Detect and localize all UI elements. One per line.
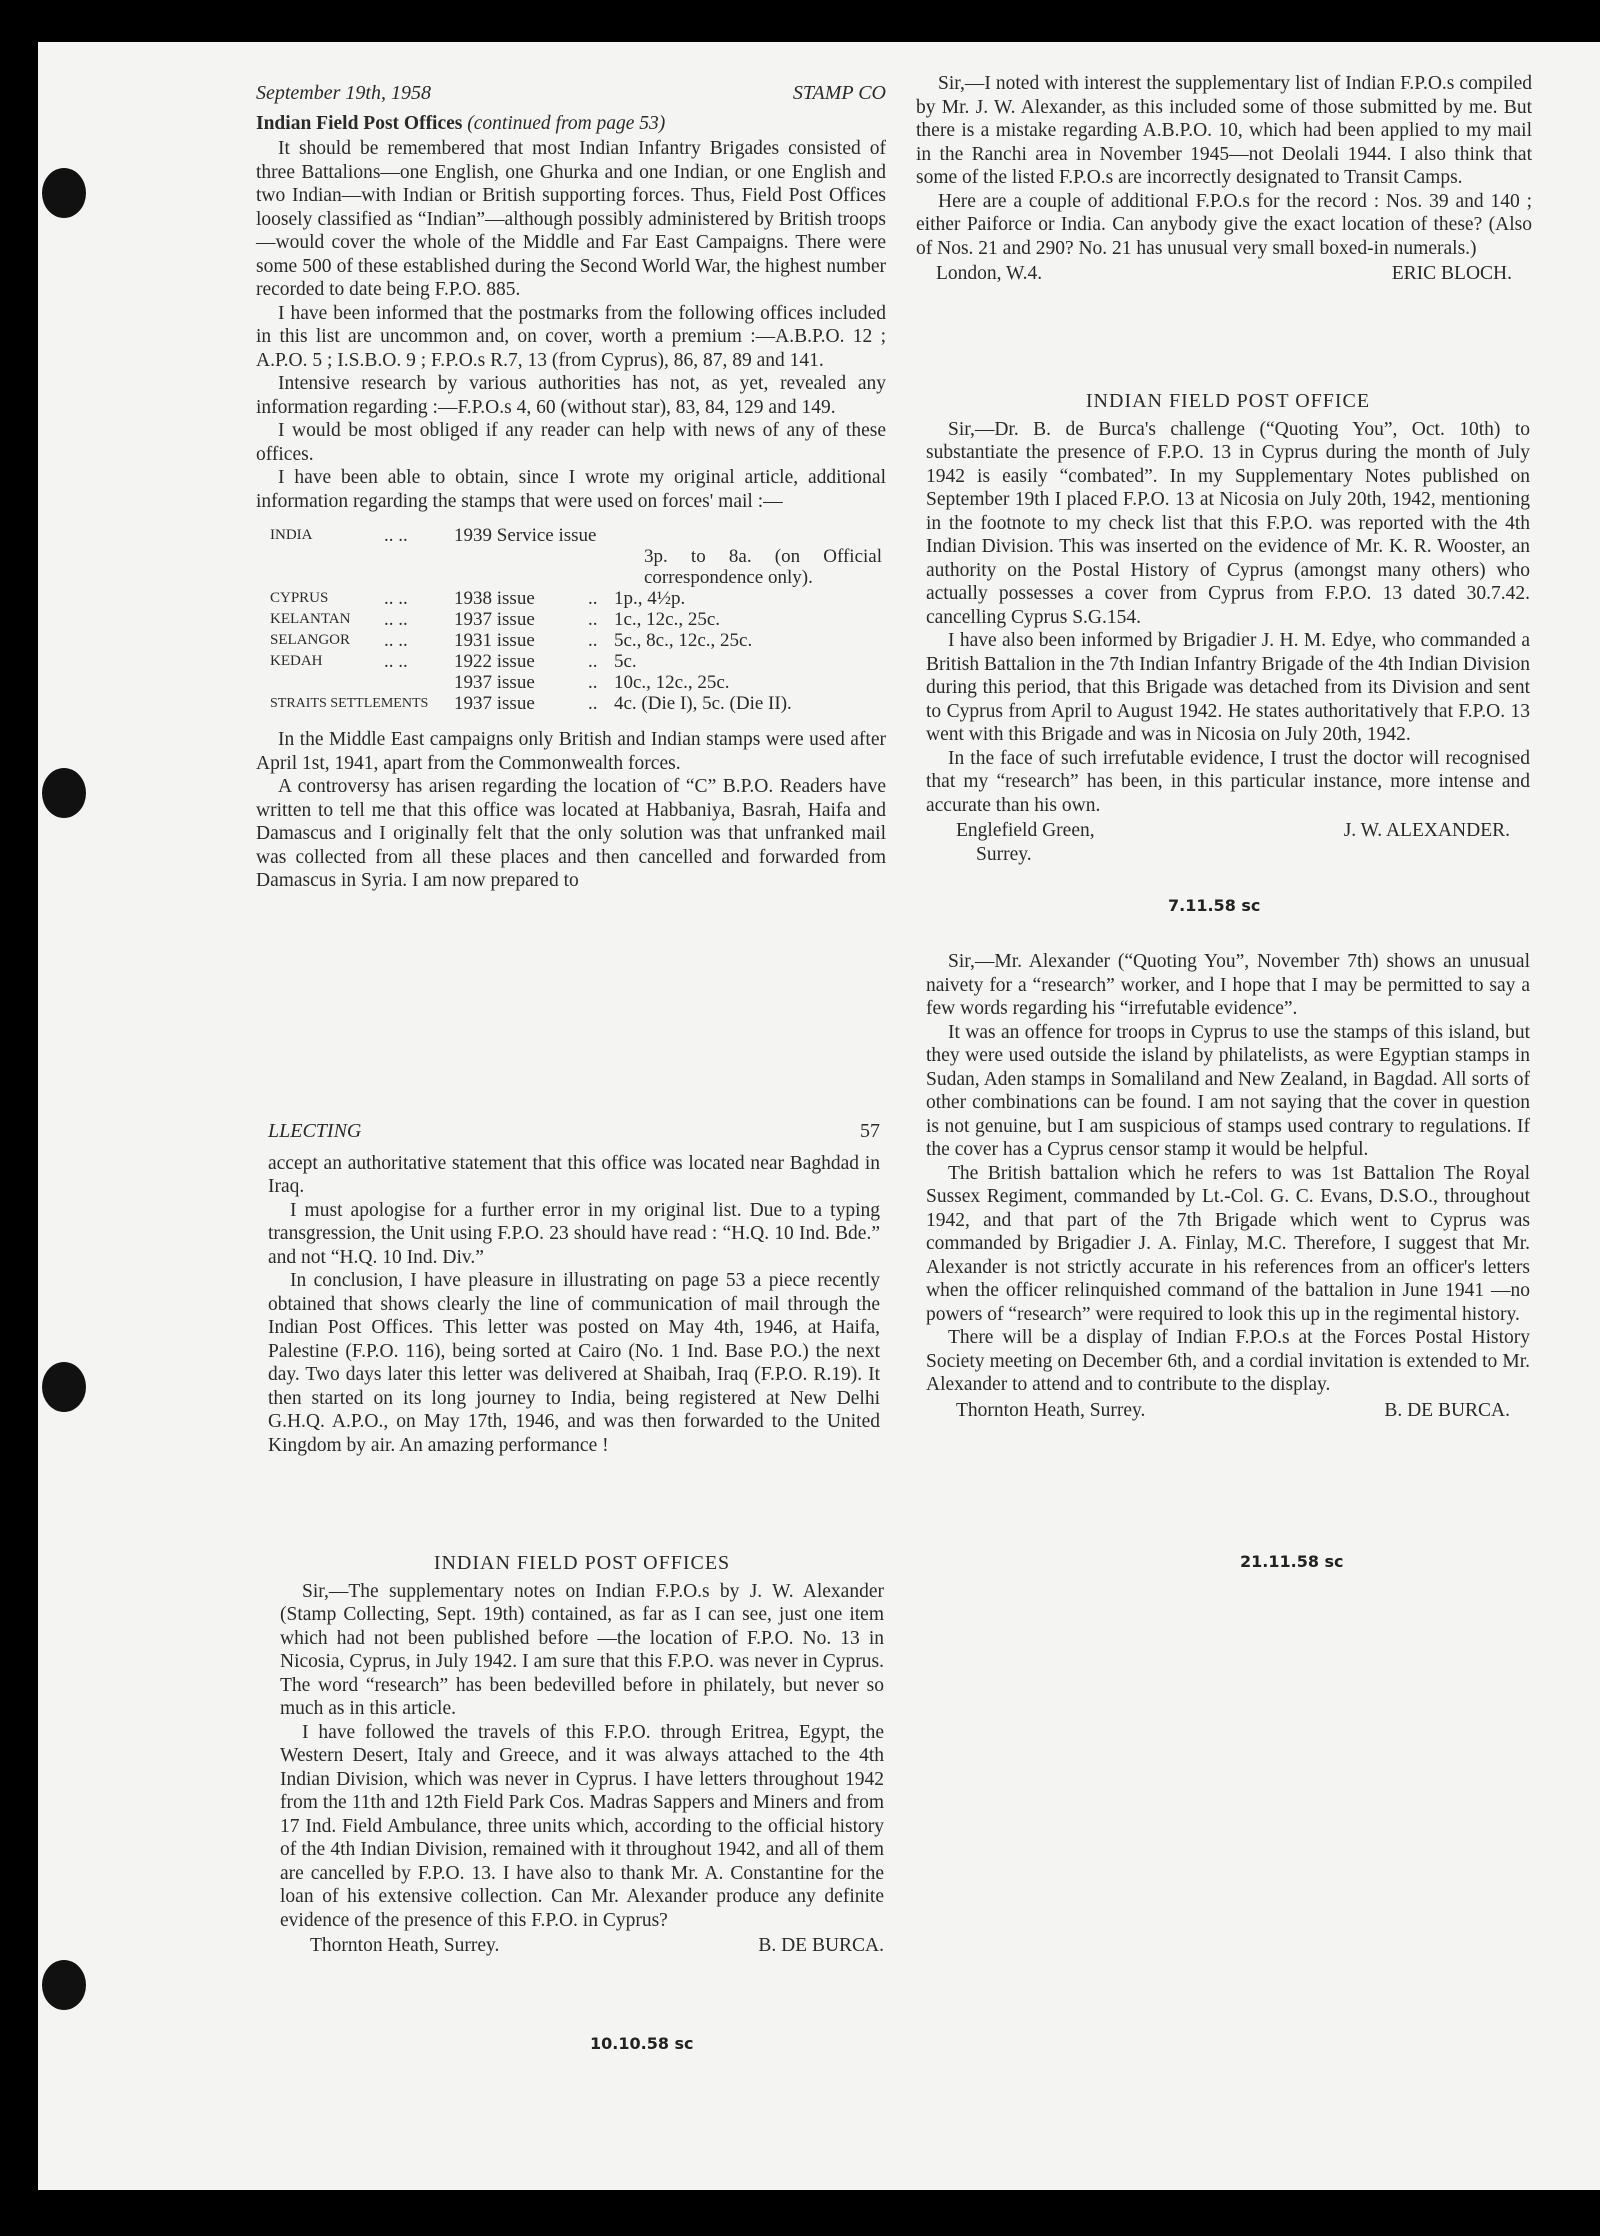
- table-row: CYPRUS .. .. 1938 issue .. 1p., 4½p.: [270, 588, 686, 609]
- footer-magazine: LLECTING: [268, 1120, 362, 1142]
- signature-name: J. W. ALEXANDER.: [1343, 820, 1510, 841]
- header-magazine: STAMP CO: [792, 82, 886, 104]
- paragraph: I must apologise for a further error in my original list. Due to a typing transgression, the Unit using F.P.O. 23 should have read : “H.Q. 10 Ind. Bde.” and not “H.Q. 10 Ind. Div.”: [268, 1199, 880, 1268]
- paragraph: Sir,—Mr. Alexander (“Quoting You”, November 7th) shows an unusual naivety for a “research” worker, and I hope that I may be permitted to say a few words regarding his “irrefutable evidence”.: [926, 951, 1530, 1019]
- paragraph: Here are a couple of additional F.P.O.s for the record : Nos. 39 and 140 ; either Paiforce or India. Can anybody give the exact location of these? (Also of Nos. 21 and 290? No. 21 has unusual very small boxed-in numerals.): [916, 190, 1532, 259]
- paragraph: In conclusion, I have pleasure in illustrating on page 53 a piece recently obtained that shows clearly the line of communication of mail through the Indian Post Offices. This letter was posted on May 4th, 1946, at Haifa, Palestine (F.P.O. 116), being sorted at Cairo (No. 1 Ind. Base P.O.) the next day. Two days later this letter was delivered at Shaibah, Iraq (F.P.O. R.19). It then started on its long journey to India, being registered at New Delhi G.H.Q. A.P.O., on May 17th, 1946, and was then forwarded to the United Kingdom by air. An amazing performance !: [268, 1270, 880, 1456]
- letter-bloch: [916, 72, 1532, 286]
- table-row: INDIA .. .. 1939 Service issue: [270, 525, 597, 546]
- punch-hole: [42, 1960, 86, 2010]
- signature-line: [926, 819, 1530, 843]
- paragraph: In the face of such irrefutable evidence, I trust the doctor will recognised that my “research” has been, in this particular instance, more intense and accurate than his own.: [926, 747, 1530, 816]
- punch-hole: [42, 168, 86, 218]
- handwritten-date-note: 7.11.58 sc: [1168, 896, 1261, 915]
- paragraph: Sir,—Dr. B. de Burca's challenge (“Quoting You”, Oct. 10th) to substantiate the presence of F.P.O. 13 in Cyprus during the month of July 1942 is easily “combated”. In my Supplementary Notes published on September 19th I placed F.P.O. 13 at Nicosia on July 20th, 1942, mentioning in the footnote to my check list that this F.P.O. was reported with the 4th Indian Division. This was inserted on the evidence of Mr. K. R. Wooster, an authority on the Postal History of Cyprus (amongst many others) who actually possesses a cover from Cyprus from F.P.O. 13 dated 30.7.42. cancelling Cyprus S.G.154.: [926, 418, 1530, 628]
- table-row: STRAITS SETTLEMENTS 1937 issue .. 4c. (Die I), 5c. (Die II).: [270, 693, 792, 714]
- signature-place: London, W.4.: [936, 263, 1043, 284]
- signature-place: Englefield Green,: [956, 820, 1095, 841]
- signature-name: ERIC BLOCH.: [1391, 263, 1512, 284]
- table-row: SELANGOR .. .. 1931 issue .. 5c., 8c., 12c., 25c.: [270, 630, 753, 651]
- punch-hole: [42, 1362, 86, 1412]
- handwritten-date-note: 10.10.58 sc: [590, 2034, 694, 2053]
- signature-name: B. DE BURCA.: [758, 1935, 884, 1956]
- signature-place: Thornton Heath, Surrey.: [956, 1399, 1146, 1421]
- running-footer: [268, 1120, 880, 1144]
- table-row: 3p. to 8a. (on Official correspondence only).: [644, 546, 882, 588]
- handwritten-date-note: 21.11.58 sc: [1240, 1552, 1344, 1571]
- signature-line: [280, 1934, 884, 1958]
- signature-line: [916, 262, 1532, 286]
- signature-name: B. DE BURCA.: [1384, 1399, 1510, 1421]
- paragraph: Sir,—The supplementary notes on Indian F.P.O.s by J. W. Alexander (Stamp Collecting, Sept. 19th) contained, as far as I can see, just one item which had not been published before —the location of F.P.O. No. 13 in Nicosia, Cyprus, in July 1942. I am sure that this F.P.O. was never in Cyprus. The word “research” has been bedevilled before in philately, but never so much as in this article.: [280, 1580, 884, 1719]
- heading-continued: (continued from page 53): [467, 112, 666, 134]
- paragraph: A controversy has arisen regarding the location of “C” B.P.O. Readers have written to tell me that this office was located at Habbaniya, Basrah, Haifa and Damascus and I originally felt that the only solution was that unfranked mail was collected from all these places and then cancelled and forwarded from Damascus in Syria. I am now prepared to: [256, 776, 886, 891]
- stamps-table: [270, 525, 886, 714]
- heading-text: Indian Field Post Offices: [256, 112, 463, 134]
- paragraph: Intensive research by various authorities has not, as yet, revealed any information regarding :—F.P.O.s 4, 60 (without star), 83, 84, 129 and 149.: [256, 373, 886, 418]
- letter-de-burca-1: [280, 1552, 884, 1958]
- signature-place-2: Surrey.: [976, 843, 1032, 865]
- letter-alexander: [926, 390, 1530, 866]
- running-header: [256, 82, 886, 106]
- paragraph: I have also been informed by Brigadier J. H. M. Edye, who commanded a British Battalion in the 7th Indian Infantry Brigade of the 4th Indian Division during this period, that this Brigade was detached from its Division and sent to Cyprus from April to August 1942. He states authoritatively that F.P.O. 13 went with this Brigade and was in Nicosia on July 20th, 1942.: [926, 630, 1530, 745]
- letter-title: INDIAN FIELD POST OFFICE: [1085, 390, 1371, 412]
- paragraph: It was an offence for troops in Cyprus to use the stamps of this island, but they were used outside the island by philatelists, as were Egyptian stamps in Sudan, Aden stamps in Somaliland and New Zealand, in Bagdad. All sorts of other combinations can be found. I am not saying that the cover in question is not genuine, but I am suspicious of stamps used contrary to regulations. If the cover has a Cyprus censor stamp it would be helpful.: [926, 1021, 1530, 1160]
- punch-hole: [42, 768, 86, 818]
- clipping-left-top: [256, 82, 886, 893]
- header-date: September 19th, 1958: [256, 82, 431, 104]
- footer-page-number: 57: [860, 1120, 880, 1142]
- signature-place: Thornton Heath, Surrey.: [310, 1935, 500, 1956]
- letter-de-burca-2: [926, 950, 1530, 1422]
- table-row: KELANTAN .. .. 1937 issue .. 1c., 12c., 25c.: [270, 609, 721, 630]
- signature-line: [926, 1399, 1530, 1423]
- paragraph: accept an authoritative statement that this office was located near Baghdad in Iraq.: [268, 1152, 880, 1197]
- table-row: 1937 issue .. 10c., 12c., 25c.: [454, 672, 730, 693]
- clipping-left-middle: [268, 1120, 880, 1457]
- paragraph: In the Middle East campaigns only British and Indian stamps were used after April 1st, 1941, apart from the Commonwealth forces.: [256, 729, 886, 774]
- paragraph: There will be a display of Indian F.P.O.s at the Forces Postal History Society meeting on December 6th, and a cordial invitation is extended to Mr. Alexander to attend and to contribute to the display.: [926, 1327, 1530, 1395]
- paragraph: I have been able to obtain, since I wrote my original article, additional information regarding the stamps that were used on forces' mail :—: [256, 467, 886, 512]
- paragraph: The British battalion which he refers to was 1st Battalion The Royal Sussex Regiment, commanded by Lt.-Col. G. C. Evans, D.S.O., throughout 1942, and that part of the 7th Brigade which went to Cyprus was commanded by Brigadier J. A. Finlay, M.C. Therefore, I suggest that Mr. Alexander is not strictly accurate in his references from an officer's letters when the officer relinquished command of the battalion in June 1941 —no powers of “research” were required to look this up in the regimental history.: [926, 1162, 1530, 1325]
- paragraph: It should be remembered that most Indian Infantry Brigades consisted of three Battalions—one English, one Ghurka and one Indian, or one English and two Indian—with Indian or British supporting forces. Thus, Field Post Offices loosely classified as “Indian”—although possibly administered by British troops—would cover the whole of the Middle and Far East Campaigns. There were some 500 of these established during the Second World War, the highest number recorded to date being F.P.O. 885.: [256, 138, 886, 300]
- paragraph: I have followed the travels of this F.P.O. through Eritrea, Egypt, the Western Desert, Italy and Greece, and it was always attached to the 4th Indian Division, which was never in Cyprus. I have letters throughout 1942 from the 11th and 12th Field Park Cos. Madras Sappers and Miners and from 17 Ind. Field Ambulance, three units which, according to the official history of the 4th Indian Division, remained with it throughout 1942, and all of them are cancelled by F.P.O. 13. I have also to thank Mr. A. Constantine for the loan of his extensive collection. Can Mr. Alexander produce any definite evidence of the presence of this F.P.O. in Cyprus?: [280, 1721, 884, 1931]
- paragraph: I have been informed that the postmarks from the following offices included in this list are uncommon and, on cover, worth a premium :—A.B.P.O. 12 ; A.P.O. 5 ; I.S.B.O. 9 ; F.P.O.s R.7, 13 (from Cyprus), 86, 87, 89 and 141.: [256, 302, 886, 371]
- paragraph: I would be most obliged if any reader can help with news of any of these offices.: [256, 420, 886, 465]
- table-row: KEDAH .. .. 1922 issue .. 5c.: [270, 651, 637, 672]
- letter-title: INDIAN FIELD POST OFFICES: [433, 1552, 731, 1574]
- paragraph: Sir,—I noted with interest the supplementary list of Indian F.P.O.s compiled by Mr. J. W. Alexander, as this included some of those submitted by me. But there is a mistake regarding A.B.P.O. 10, which had been applied to my mail in the Ranchi area in November 1945—not Deolali 1944. I also think that some of the listed F.P.O.s are incorrectly designated to Transit Camps.: [916, 73, 1532, 188]
- article-heading: [256, 112, 886, 136]
